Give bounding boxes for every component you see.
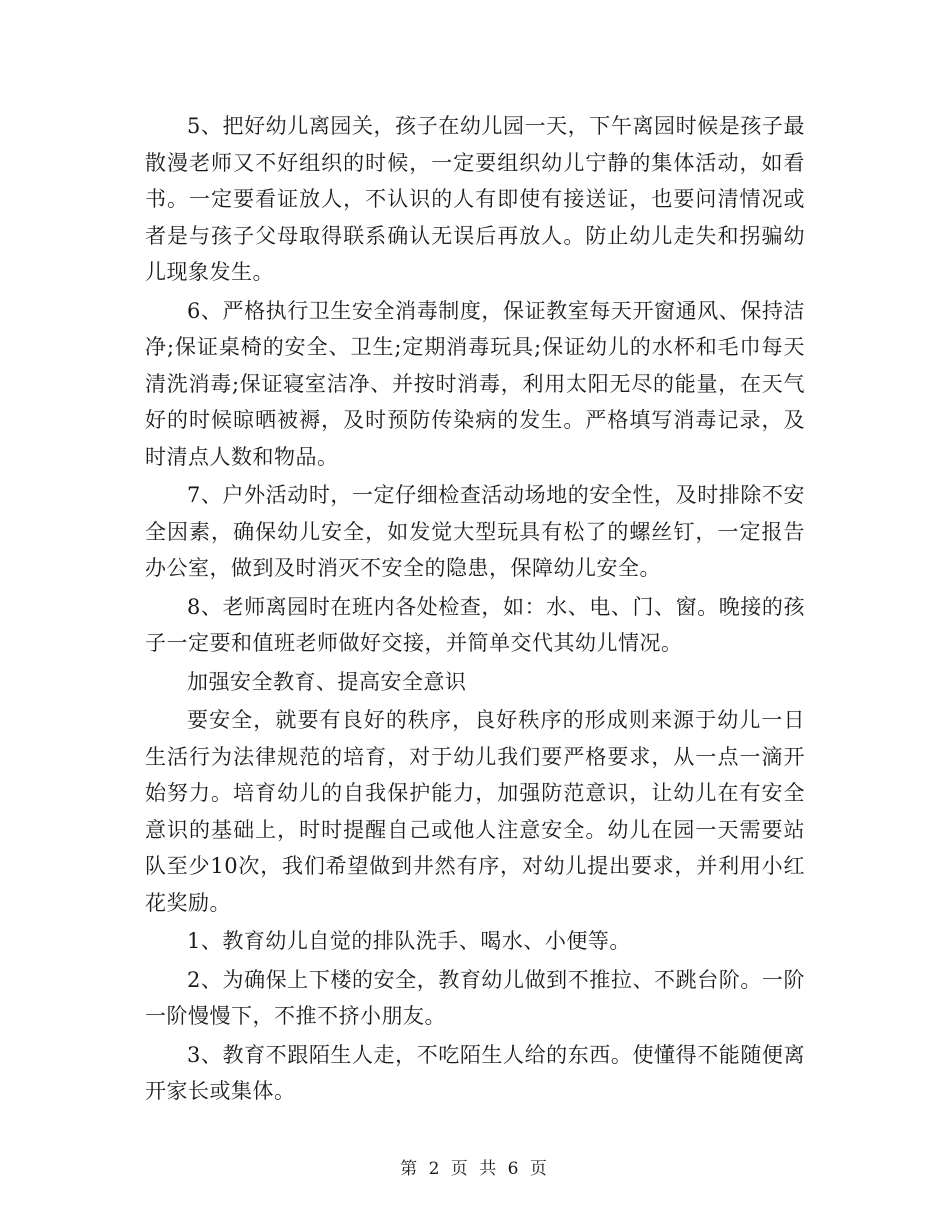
- document-body: [145, 108, 805, 1112]
- paragraph-item-7: 7、户外活动时，一定仔细检查活动场地的安全性，及时排除不安全因素，确保幼儿安全，如发觉大型玩具有松了的螺丝钉，一定报告办公室，做到及时消灭不安全的隐患，保障幼儿安全。: [145, 483, 805, 580]
- page-number: 第 2 页 共 6 页: [400, 1159, 550, 1179]
- paragraph-intro: 要安全，就要有良好的秩序，良好秩序的形成则来源于幼儿一日生活行为法律规范的培育，对于幼儿我们要严格要求，从一点一滴开始努力。培育幼儿的自我保护能力，加强防范意识，让幼儿在有安全意识的基础上，时时提醒自己或他人注意安全。幼儿在园一天需要站队至少10次，我们希望做到井然有序，对幼儿提出要求，并利用小红花奖励。: [145, 708, 805, 915]
- paragraph-item-6: 6、严格执行卫生安全消毒制度，保证教室每天开窗通风、保持洁净;保证桌椅的安全、卫生;定期消毒玩具;保证幼儿的水杯和毛巾每天清洗消毒;保证寝室洁净、并按时消毒，利用太阳无尽的能量，在天气好的时候晾晒被褥，及时预防传染病的发生。严格填写消毒记录，及时清点人数和物品。: [145, 298, 805, 469]
- paragraph-edu-1: 1、教育幼儿自觉的排队洗手、喝水、小便等。: [187, 929, 631, 953]
- paragraph-edu-3: 3、教育不跟陌生人走，不吃陌生人给的东西。使懂得不能随便离开家长或集体。: [145, 1042, 805, 1103]
- paragraph-item-8: 8、老师离园时在班内各处检查，如：水、电、门、窗。晚接的孩子一定要和值班老师做好交接，并简单交代其幼儿情况。: [145, 594, 805, 655]
- paragraph-edu-2: 2、为确保上下楼的安全，教育幼儿做到不推拉、不跳台阶。一阶一阶慢慢下，不推不挤小朋友。: [145, 967, 805, 1028]
- paragraph-item-5: 5、把好幼儿离园关，孩子在幼儿园一天，下午离园时候是孩子最散漫老师又不好组织的时候，一定要组织幼儿宁静的集体活动，如看书。一定要看证放人，不认识的人有即使有接送证，也要问清情况或者是与孩子父母取得联系确认无误后再放人。防止幼儿走失和拐骗幼儿现象发生。: [145, 114, 805, 284]
- section-heading: 加强安全教育、提高安全意识: [187, 669, 467, 694]
